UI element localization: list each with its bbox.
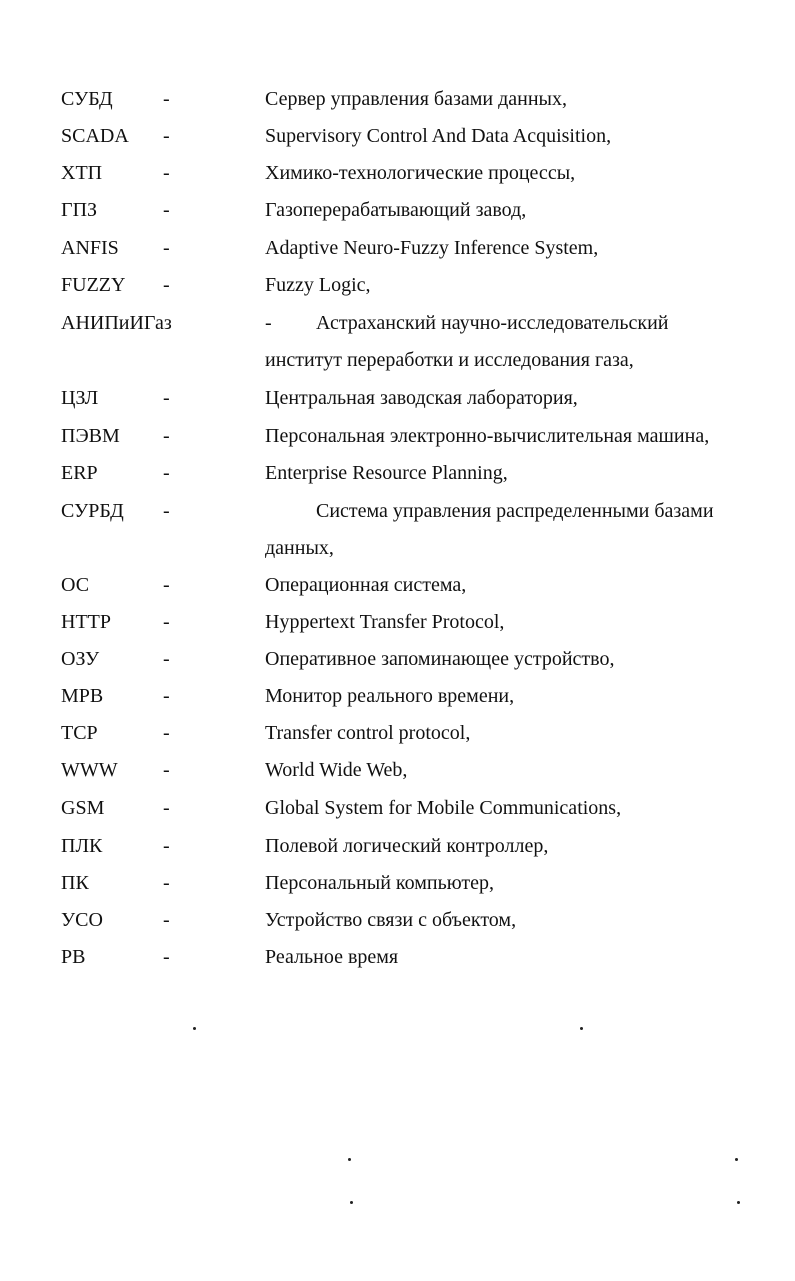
abbreviation-term: ПЛК (61, 835, 103, 857)
abbreviation-definition: Hyppertext Transfer Protocol, (265, 611, 505, 633)
abbreviation-term: ПЭВМ (61, 425, 120, 447)
separator-dash: - (163, 946, 170, 968)
abbreviation-definition: Enterprise Resource Planning, (265, 462, 508, 484)
separator-dash: - (163, 611, 170, 633)
abbreviation-definition: Сервер управления базами данных, (265, 88, 567, 110)
abbreviation-definition: Transfer control protocol, (265, 722, 471, 744)
abbreviation-definition: Adaptive Neuro-Fuzzy Inference System, (265, 237, 599, 259)
scan-speck (193, 1027, 196, 1030)
abbreviation-term: ХТП (61, 162, 103, 184)
definition-continuation: данных, (265, 537, 334, 559)
abbreviation-definition: Монитор реального времени, (265, 685, 515, 707)
abbreviation-definition: Устройство связи с объектом, (265, 909, 517, 931)
abbreviation-row (0, 499, 795, 536)
abbreviation-row (0, 796, 795, 833)
abbreviation-term: УСО (61, 909, 103, 931)
separator-dash: - (163, 462, 170, 484)
abbreviation-definition: Fuzzy Logic, (265, 274, 371, 296)
abbreviation-term: WWW (61, 759, 118, 781)
scan-speck (737, 1201, 740, 1204)
abbreviation-row (0, 198, 795, 235)
abbreviation-row (0, 87, 795, 124)
separator-dash: - (163, 835, 170, 857)
abbreviation-row (0, 424, 795, 461)
scan-speck (348, 1158, 351, 1161)
abbreviation-term: ОЗУ (61, 648, 100, 670)
abbreviation-definition: Supervisory Control And Data Acquisition, (265, 125, 612, 147)
abbreviation-row (0, 124, 795, 161)
separator-dash: - (163, 500, 170, 522)
separator-dash: - (163, 274, 170, 296)
abbreviation-term: SCADA (61, 125, 129, 147)
abbreviation-definition: Global System for Mobile Communications, (265, 797, 622, 819)
abbreviation-definition: Реальное время (265, 946, 399, 968)
abbreviation-row (0, 871, 795, 908)
scan-speck (735, 1158, 738, 1161)
abbreviation-definition: Полевой логический контроллер, (265, 835, 549, 857)
abbreviation-row (0, 684, 795, 721)
separator-dash: - (163, 425, 170, 447)
abbreviation-term: FUZZY (61, 274, 126, 296)
separator-dash: - (163, 872, 170, 894)
separator-dash: - (163, 685, 170, 707)
abbreviation-row (0, 610, 795, 647)
abbreviation-row (0, 161, 795, 198)
abbreviation-term: АНИПиИГаз (61, 312, 172, 334)
separator-dash: - (163, 722, 170, 744)
abbreviation-row (0, 758, 795, 795)
separator-dash: - (163, 125, 170, 147)
abbreviation-row (0, 386, 795, 423)
abbreviation-term: ЦЗЛ (61, 387, 99, 409)
abbreviation-row (0, 311, 795, 348)
scan-speck (350, 1201, 353, 1204)
abbreviation-row (0, 834, 795, 871)
separator-dash: - (163, 909, 170, 931)
abbreviation-definition: Центральная заводская лаборатория, (265, 387, 578, 409)
separator-dash: - (163, 88, 170, 110)
abbreviation-row (0, 945, 795, 982)
abbreviation-definition: Персональный компьютер, (265, 872, 494, 894)
separator-dash: - (163, 759, 170, 781)
abbreviation-row (0, 236, 795, 273)
abbreviation-term: ГПЗ (61, 199, 98, 221)
abbreviation-row (0, 273, 795, 310)
abbreviation-term: ANFIS (61, 237, 119, 259)
separator-dash: - (163, 574, 170, 596)
abbreviation-row (0, 908, 795, 945)
abbreviation-term: ERP (61, 462, 98, 484)
definition-continuation: институт переработки и исследования газа, (265, 349, 634, 371)
abbreviation-term: РВ (61, 946, 86, 968)
abbreviation-term: ОС (61, 574, 90, 596)
abbreviation-definition: Операционная система, (265, 574, 467, 596)
abbreviation-term: СУРБД (61, 500, 124, 522)
separator-dash: - (163, 648, 170, 670)
abbreviation-row (0, 461, 795, 498)
abbreviation-term: ПК (61, 872, 89, 894)
abbreviation-definition: Система управления распределенными базами (316, 500, 714, 522)
abbreviation-term: GSM (61, 797, 105, 819)
abbreviation-row (0, 573, 795, 610)
abbreviation-term: TCP (61, 722, 98, 744)
abbreviation-row (0, 647, 795, 684)
abbreviation-term: HTTP (61, 611, 111, 633)
separator-dash: - (163, 237, 170, 259)
abbreviation-definition: Оперативное запоминающее устройство, (265, 648, 615, 670)
abbreviation-definition: Газоперерабатывающий завод, (265, 199, 527, 221)
scan-speck (580, 1027, 583, 1030)
abbreviation-term: МРВ (61, 685, 104, 707)
separator-dash: - (163, 797, 170, 819)
separator-dash: - (265, 312, 272, 334)
separator-dash: - (163, 162, 170, 184)
separator-dash: - (163, 387, 170, 409)
abbreviation-definition: Персональная электронно-вычислительная машина, (265, 425, 710, 447)
separator-dash: - (163, 199, 170, 221)
abbreviation-row (0, 721, 795, 758)
abbreviation-term: СУБД (61, 88, 113, 110)
abbreviation-definition: World Wide Web, (265, 759, 408, 781)
abbreviation-definition: Астраханский научно-исследовательский (316, 312, 669, 334)
abbreviation-definition: Химико-технологические процессы, (265, 162, 576, 184)
